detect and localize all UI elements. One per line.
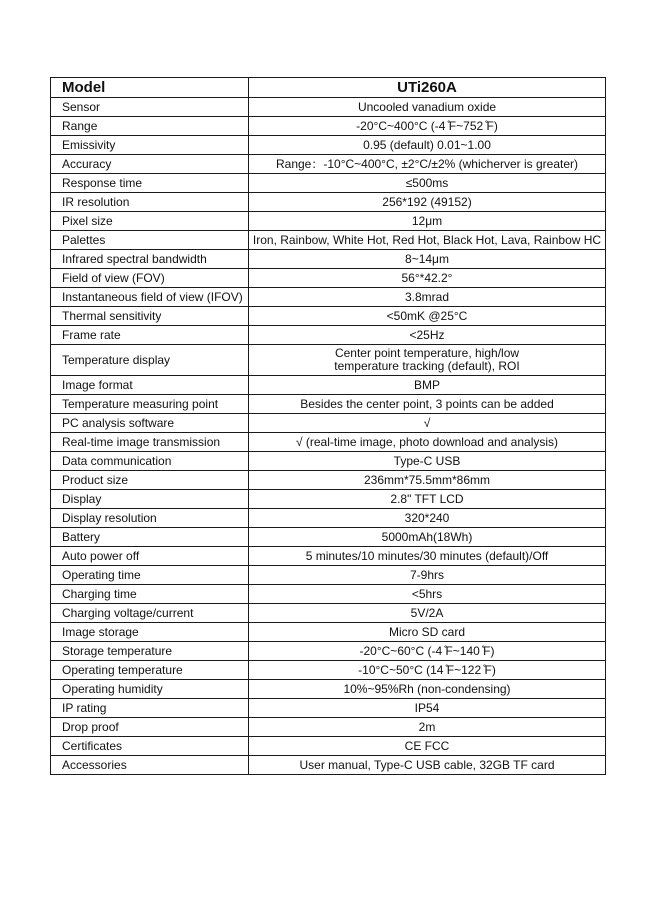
spec-label: Operating temperature (51, 661, 249, 680)
table-row (51, 528, 606, 547)
spec-value: Uncooled vanadium oxide (249, 98, 606, 117)
spec-table (50, 77, 606, 775)
spec-value: 2.8" TFT LCD (249, 490, 606, 509)
table-row (51, 433, 606, 452)
spec-value: Iron, Rainbow, White Hot, Red Hot, Black Hot, Lava, Rainbow HC (249, 231, 606, 250)
spec-label: Display (51, 490, 249, 509)
spec-label: Instantaneous field of view (IFOV) (51, 288, 249, 307)
table-row (51, 642, 606, 661)
spec-label: IR resolution (51, 193, 249, 212)
spec-value: √ (real-time image, photo download and analysis) (249, 433, 606, 452)
table-row (51, 326, 606, 345)
spec-value: 56°*42.2° (249, 269, 606, 288)
spec-label: Temperature measuring point (51, 395, 249, 414)
spec-label: Charging time (51, 585, 249, 604)
table-row (51, 718, 606, 737)
spec-value: <5hrs (249, 585, 606, 604)
spec-label: Battery (51, 528, 249, 547)
spec-value: <25Hz (249, 326, 606, 345)
spec-label: Sensor (51, 98, 249, 117)
table-row (51, 250, 606, 269)
table-row (51, 395, 606, 414)
table-row (51, 231, 606, 250)
spec-label: Range (51, 117, 249, 136)
table-row (51, 737, 606, 756)
table-row (51, 307, 606, 326)
spec-value: 12μm (249, 212, 606, 231)
spec-value: CE FCC (249, 737, 606, 756)
spec-label: Frame rate (51, 326, 249, 345)
table-row (51, 98, 606, 117)
table-row (51, 414, 606, 433)
spec-value: √ (249, 414, 606, 433)
spec-label: Storage temperature (51, 642, 249, 661)
spec-value: 320*240 (249, 509, 606, 528)
spec-table-body (51, 78, 606, 775)
spec-label: Emissivity (51, 136, 249, 155)
spec-value-line: Center point temperature, high/low (334, 346, 520, 360)
table-row (51, 269, 606, 288)
spec-value-line: temperature tracking (default), ROI (334, 359, 520, 373)
spec-label: Image format (51, 376, 249, 395)
spec-value: 5V/2A (249, 604, 606, 623)
spec-label: Palettes (51, 231, 249, 250)
table-header-row (51, 78, 606, 98)
table-row (51, 155, 606, 174)
spec-value: 8~14μm (249, 250, 606, 269)
spec-value: -20°C~400°C (-4 ̊F~752 ̊F) (249, 117, 606, 136)
spec-value: BMP (249, 376, 606, 395)
spec-value: 236mm*75.5mm*86mm (249, 471, 606, 490)
spec-label: Accessories (51, 756, 249, 775)
spec-label: Product size (51, 471, 249, 490)
spec-value: 3.8mrad (249, 288, 606, 307)
table-row (51, 193, 606, 212)
spec-label: IP rating (51, 699, 249, 718)
spec-label: Thermal sensitivity (51, 307, 249, 326)
spec-label: Certificates (51, 737, 249, 756)
table-row (51, 288, 606, 307)
table-row (51, 680, 606, 699)
spec-label: Real-time image transmission (51, 433, 249, 452)
table-row (51, 117, 606, 136)
table-row (51, 585, 606, 604)
table-row (51, 547, 606, 566)
spec-label: Operating humidity (51, 680, 249, 699)
spec-value (249, 345, 606, 376)
spec-label: Drop proof (51, 718, 249, 737)
header-label: Model (51, 78, 249, 98)
spec-label: Charging voltage/current (51, 604, 249, 623)
spec-label: PC analysis software (51, 414, 249, 433)
table-row (51, 566, 606, 585)
table-row (51, 471, 606, 490)
table-row (51, 623, 606, 642)
spec-value: User manual, Type-C USB cable, 32GB TF card (249, 756, 606, 775)
spec-value: 0.95 (default) 0.01~1.00 (249, 136, 606, 155)
table-row (51, 509, 606, 528)
spec-value: 5000mAh(18Wh) (249, 528, 606, 547)
table-row (51, 661, 606, 680)
spec-label: Accuracy (51, 155, 249, 174)
spec-value: 10%~95%Rh (non-condensing) (249, 680, 606, 699)
spec-label: Operating time (51, 566, 249, 585)
spec-value: Type-C USB (249, 452, 606, 471)
table-row (51, 345, 606, 376)
spec-label: Data communication (51, 452, 249, 471)
table-row (51, 490, 606, 509)
spec-label: Display resolution (51, 509, 249, 528)
spec-value: ≤500ms (249, 174, 606, 193)
spec-value: -10°C~50°C (14 ̊F~122 ̊F) (249, 661, 606, 680)
header-model: UTi260A (249, 78, 606, 98)
table-row (51, 756, 606, 775)
table-row (51, 699, 606, 718)
spec-value: Range：-10°C~400°C, ±2°C/±2% (whicherver is greater) (249, 155, 606, 174)
spec-value: IP54 (249, 699, 606, 718)
spec-label: Temperature display (51, 345, 249, 376)
spec-label: Infrared spectral bandwidth (51, 250, 249, 269)
spec-label: Response time (51, 174, 249, 193)
table-row (51, 452, 606, 471)
spec-value: 7-9hrs (249, 566, 606, 585)
spec-label: Field of view (FOV) (51, 269, 249, 288)
spec-label: Pixel size (51, 212, 249, 231)
table-row (51, 174, 606, 193)
spec-value: <50mK @25°C (249, 307, 606, 326)
table-row (51, 604, 606, 623)
spec-value: 2m (249, 718, 606, 737)
table-row (51, 376, 606, 395)
spec-value: 256*192 (49152) (249, 193, 606, 212)
spec-value: Besides the center point, 3 points can be added (249, 395, 606, 414)
table-row (51, 212, 606, 231)
spec-label: Image storage (51, 623, 249, 642)
spec-label: Auto power off (51, 547, 249, 566)
spec-value: 5 minutes/10 minutes/30 minutes (default)/Off (249, 547, 606, 566)
spec-value: -20°C~60°C (-4 ̊F~140 ̊F) (249, 642, 606, 661)
spec-value: Micro SD card (249, 623, 606, 642)
table-row (51, 136, 606, 155)
